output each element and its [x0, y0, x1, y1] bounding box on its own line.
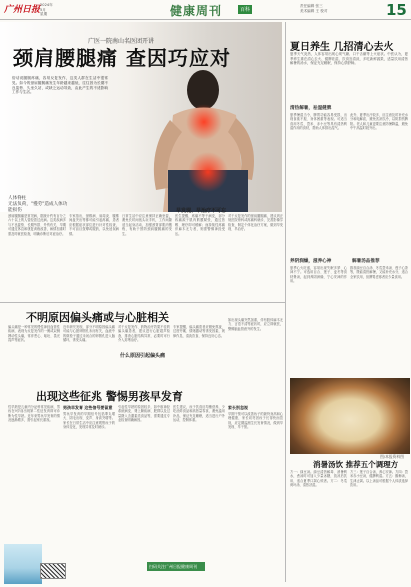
- section-badge: 百科: [240, 7, 251, 13]
- child-column-2: 男孩早发育的早期信号包括睾丸增大、阴毛出现、变声、身高突增等。家长在日常生活中应注意观察孩子的身体变化，发现异常及时就诊。: [63, 412, 115, 430]
- issue-date: 2024年 5月 星期: [40, 3, 53, 17]
- feature-column-1: 颈肩腰腿痛是常见病，据统计约有百分之六十以上的人曾经患过此病。这类疾病多与不良姿势、长期劳损、外伤有关，早期可通过休息和康复训练改善，病情加重时需及时就医检查，明确诊断后对症治疗。: [8, 214, 66, 236]
- child-column-4: 医生建议，孩子饮食应均衡营养，少吃油炸食品和高热量零食，避免滥用补品，保证充足睡眠，适当进行户外运动，控制体重。: [173, 405, 225, 423]
- right-subhead-2: 养阴润燥，滋养心神: [290, 259, 332, 264]
- headache-column-3: 对于反复发作、药物治疗效果不佳的偏头痛患者，建议进行心脏超声检查，排查心脏结构异常，必要时可行介入封堵治疗。: [118, 325, 170, 343]
- lead-label: 人体脊柱: [8, 196, 27, 201]
- headache-column-1: 偏头痛是一种常见的慢性神经血管性疾病，表现为反复发作的一侧或双侧搏动性头痛，常伴恶心、呕吐、畏光畏声等症状。: [8, 325, 60, 343]
- back-pain-photo: [118, 60, 268, 212]
- right-column-b: 此外，夏季出汗较多，应注意及时补充水分和电解质，避免贪凉饮冷，以防损伤脾阳。老人和儿童更要注意防暑降温，避免中午高温时段外出。: [350, 113, 408, 131]
- city-skyline-image: [4, 544, 42, 584]
- right-intro: 夏季天气炎热，人体容易出现心烦气躁、口干舌燥等上火症状。中医认为，夏季养生重在清心去火、健脾祛湿，饮食宜清淡，多吃新鲜蔬果，适量饮用清热解暑的汤水，保证充足睡眠，保持心情舒畅。: [290, 52, 408, 66]
- feature-kicker: 广医一院南山名医团开讲: [88, 38, 155, 45]
- feature-column-4: 医生提醒，疼痛不等于病变，部分疼痛源于肌肉筋膜紧张，通过热敷、理疗即可缓解；而持续性疼痛伴麻木无力者，则需警惕神经受压。: [175, 214, 225, 236]
- divider-horizontal: [0, 302, 285, 303]
- child-column-5: 早期干预可以改善孩子的最终身高和心理健康，家长切勿因孩子长得快而忽视，应定期监测生长发育情况，做到早发现、早干预。: [228, 412, 283, 430]
- page-number: 15: [386, 1, 407, 19]
- soup-photo: [290, 378, 410, 454]
- right-column-c: 夏季心火旺盛，容易出现失眠多梦、心神不宁。可选用百合、莲子、麦冬等食材煲汤，起到养阴润燥、宁心安神的作用。: [290, 266, 347, 284]
- newspaper-logo: 广州日报: [4, 5, 41, 15]
- child-column-3: 引起性早熟的原因较多，如中枢神经系统病变、肾上腺疾病、肥胖以及过量摄入含激素类食品等，需要通过专业检查明确病因。: [118, 405, 170, 423]
- soup-section-title: 消暑汤饮 推荐五个调理方: [313, 460, 399, 469]
- lead-text: 无法负荷，"慢劳"造成人体功能损伤: [8, 202, 68, 213]
- right-column-d: 推荐绿豆百合汤、冬瓜薏米汤、莲子心茶等，既能清热解暑，又能补充水分，适合全家饮用，但脾胃虚寒者应少量食用。: [350, 266, 408, 279]
- feature-column-3: 日常生活中应注意保持正确坐姿，避免长时间低头玩手机，工作间隙适当起身活动，加强颈背部肌肉锻炼，有助于预防颈肩腰腿痛的发生。: [122, 214, 172, 236]
- qr-code[interactable]: [40, 563, 66, 579]
- child-subhead-2: 家长别忽视: [228, 405, 248, 410]
- headache-column-4: 专家提醒，偏头痛患者应避免熬夜、过度劳累、情绪激动等诱发因素，规律作息，清淡饮食，保持良好心态。: [173, 325, 225, 338]
- promo-tag[interactable]: 扫码关注广州日报健康周刊: [147, 562, 205, 571]
- section-title: 健康周刊: [170, 4, 223, 18]
- right-article-title: 夏日养生 几招清心去火: [290, 42, 394, 53]
- right-subhead-1: 清热解暑，祛湿健脾: [290, 106, 332, 111]
- headache-subhead: 什么原因引起偏头痛: [120, 353, 166, 359]
- child-article-title: 出现这些征兆 警惕男孩早发育: [36, 390, 183, 403]
- headache-column-5: 如出现头痛突然加重，伴有肢体麻木无力、言语不清等症状时，应立即就医，警惕脑血管意外的发生。: [228, 318, 283, 331]
- headache-column-2: 近年研究发现，部分不明原因偏头痛可能与心脏卵圆孔未闭有关，血液中的微栓子通过未闭合的卵圆孔进入脑循环，诱发头痛。: [63, 325, 115, 343]
- editor-line-1: 责任编辑 张三: [300, 4, 323, 8]
- feature-column-5: 对于反复发作的颈肩腰腿痛，建议到正规医院骨科或疼痛科就诊，完善影像学检查，制定个体化治疗方案，做到早发现、早治疗。: [228, 214, 283, 232]
- editor-line-2: 美术编辑 王 校对: [300, 8, 328, 13]
- feature-intro: 俗话说腰腿疼痛，容易反复发作，这类人群在生活中很常见。如今的颈肩腰腿痛发生年龄越来越低，往往因为长期不良姿势、久坐久站，或缺乏运动导致，由此产生的不适影响工作与生活。: [12, 76, 108, 95]
- feature-lead: [8, 196, 68, 214]
- feature-headline: 颈肩腰腿痛 查因巧应对: [13, 46, 231, 70]
- feature-column-2: 专家指出，颈椎病、肩周炎、腰椎间盘突出等都可能引起疼痛，患者应根据症状部位进行针对性检查，不可盲目按摩或服药，以免延误病情。: [69, 214, 119, 236]
- divider-vertical: [285, 22, 286, 582]
- right-column-f: 方三：莲子百合汤，养心安神。方四：薏米赤小豆汤，健脾利湿。方五：酸梅汤，生津止渴。以上汤品可根据个人体质选择饮用。: [350, 470, 408, 488]
- headache-article-title: 不明原因偏头痛或与心脏相关: [26, 311, 169, 324]
- child-column-1: 性早熟是儿童内分泌科常见疾病，男孩在9岁前出现第二性征发育即可诊断为性早熟。近年来男孩早发育的情况逐渐增多，需引起家长重视。: [8, 405, 60, 423]
- photo-caption: 图/本报资料图: [380, 454, 405, 459]
- right-subhead-3: 解暑汤品推荐: [352, 259, 380, 264]
- child-subhead-1: 男孩早发育 这些信号要留意: [63, 405, 113, 410]
- editor-credits: [300, 4, 327, 14]
- right-column-a: 夏季暑湿当令，脾胃功能容易受损，出现食欲不振、身体困重等表现。可适当食用冬瓜、薏米、赤小豆等具有清热利湿作用的食材，帮助人体排出湿气。: [290, 113, 347, 131]
- feature-subhead-1: 早发现、早治疗不可忘: [176, 208, 227, 214]
- right-column-e: 方一：绿豆汤。绿豆清热解毒、消暑利水，煮汤时可加入少量冰糖，放凉后饮用，适合夏季口渴心烦者。方二：冬瓜荷叶汤，清热祛湿。: [290, 470, 347, 488]
